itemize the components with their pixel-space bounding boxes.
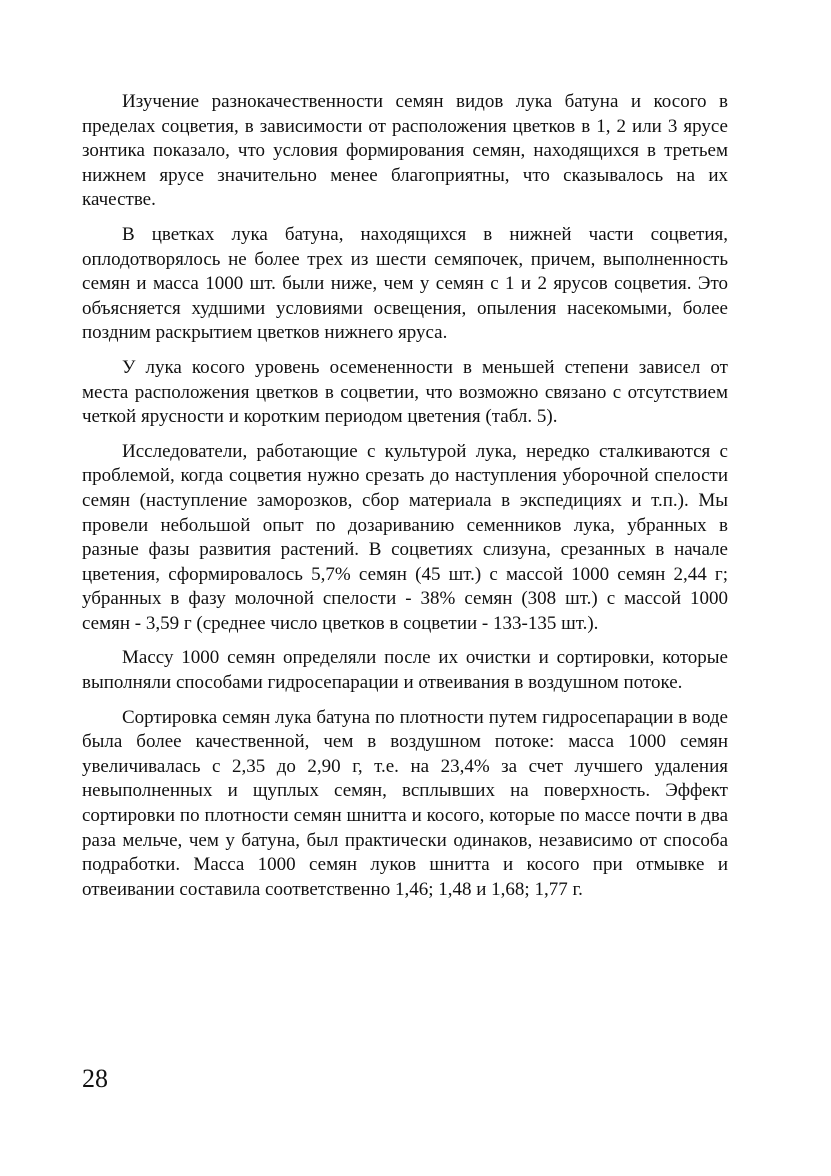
paragraph-2: В цветках лука батуна, находящихся в нижней части соцветия, оплодотворялось не более трех из шести семяпочек, причем, выполненность семян и масса 1000 шт. были ниже, чем у семян с 1 и 2 ярусов соцветия. Это объясняется худшими условиями освещения, опыления насекомыми, более поздним раскрытием цветков нижнего яруса. xyxy=(82,223,728,344)
body-text xyxy=(82,90,728,912)
paragraph-4: Исследователи, работающие с культурой лука, нередко сталкиваются с проблемой, когда соцветия нужно срезать до наступления уборочной спелости семян (наступление заморозков, сбор материала в экспедициях и т.п.). Мы провели небольшой опыт по дозариванию семенников лука, убранных в разные фазы развития растений. В соцветиях слизуна, срезанных в начале цветения, сформировалось 5,7% семян (45 шт.) с массой 1000 семян 2,44 г; убранных в фазу молочной спелости - 38% семян (308 шт.) с массой 1000 семян - 3,59 г (среднее число цветков в соцветии - 133-135 шт.). xyxy=(82,440,728,634)
paragraph-1: Изучение разнокачественности семян видов лука батуна и косого в пределах соцветия, в зависимости от расположения цветков в 1, 2 или 3 ярусе зонтика показало, что условия формирования семян, находящихся в третьем нижнем ярусе значительно менее благоприятны, что сказывалось на их качестве. xyxy=(82,91,728,211)
paragraph-3: У лука косого уровень осемененности в меньшей степени зависел от места расположения цветков в соцветии, что возможно связано с отсутствием четкой ярусности и коротким периодом цветения (табл. 5). xyxy=(82,356,728,428)
paragraph-5: Массу 1000 семян определяли после их очистки и сортировки, которые выполняли способами гидросепарации и отвеивания в воздушном потоке. xyxy=(82,647,728,694)
paragraph-6: Сортировка семян лука батуна по плотности путем гидросепарации в воде была более качественной, чем в воздушном потоке: масса 1000 семян увеличивалась с 2,35 до 2,90 г, т.е. на 23,4% за счет лучшего удаления невыполненных и щуплых семян, всплывших на поверхность. Эффект сортировки по плотности семян шнитта и косого, которые по массе почти в два раза мельче, чем у батуна, был практически одинаков, независимо от способа подработки. Масса 1000 семян луков шнитта и косого при отмывке и отвеивании составила соответственно 1,46; 1,48 и 1,68; 1,77 г. xyxy=(82,706,728,900)
page-number: 28 xyxy=(82,1064,108,1093)
